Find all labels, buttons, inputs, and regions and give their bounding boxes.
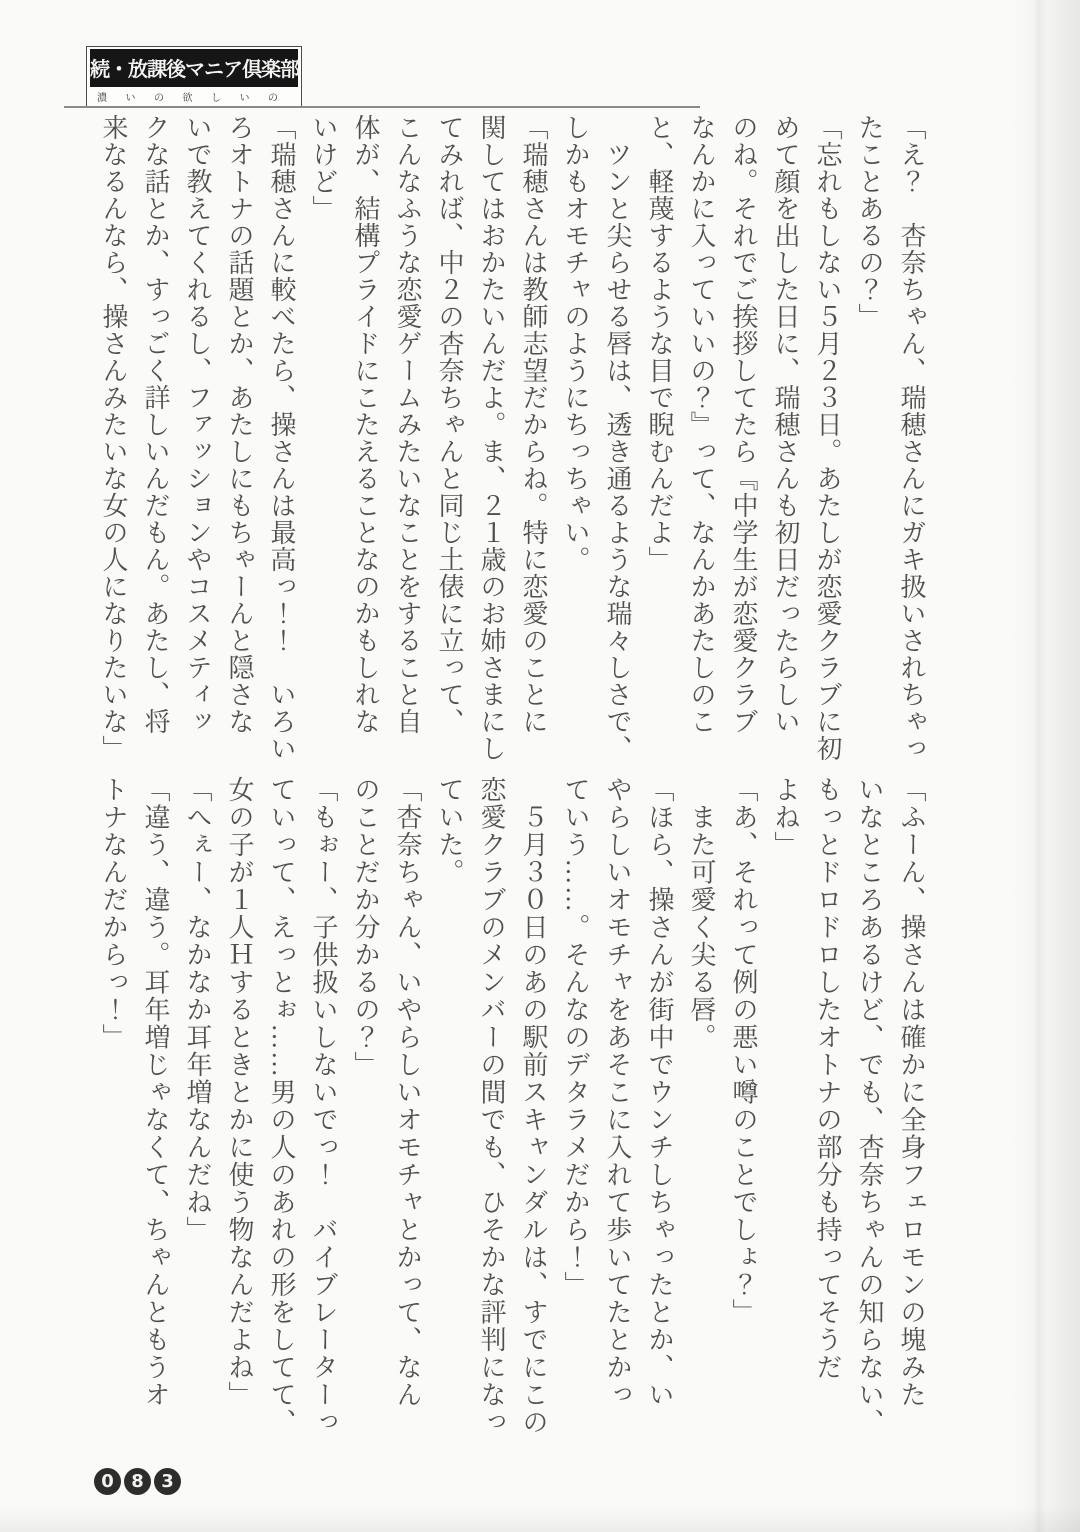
series-title: 続・放課後マニア倶楽部 — [90, 49, 298, 87]
text-column: と、軽蔑するような目で睨むんだよ」 — [645, 114, 674, 573]
text-column: しかもオモチャのようにちっちゃい。 — [561, 114, 590, 573]
text-column: いけど」 — [309, 114, 338, 222]
text-column: 「え？ 杏奈ちゃん、瑞穂さんにガキ扱いされちゃっ — [897, 114, 926, 762]
text-column: のことだか分かるの？」 — [351, 776, 380, 1079]
text-column: よね」 — [771, 776, 800, 859]
header-divider — [64, 106, 700, 108]
text-column: のね。それでご挨拶してたら『中学生が恋愛クラブ — [729, 114, 758, 735]
text-column: 女の子が１人Ｈするときとかに使う物なんだよね」 — [225, 776, 254, 1409]
text-column: いで教えてくれるし、ファッションやコスメティッ — [183, 114, 212, 735]
text-column: てみれば、中２の杏奈ちゃんと同じ土俵に立って、 — [435, 114, 464, 735]
text-column: もっとドロドロしたオトナの部分も持ってそうだ — [813, 776, 842, 1381]
text-column: ５月３０日のあの駅前スキャンダルは、すでにこの — [519, 776, 548, 1436]
text-column: 「ふーん、操さんは確かに全身フェロモンの塊みた — [897, 776, 926, 1409]
page-number — [94, 1468, 181, 1495]
text-column: 「もぉー、子供扱いしないでっ！ バイブレーターっ — [309, 776, 338, 1436]
text-column: なんかに入っていいの？』って、なんかあたしのこ — [687, 114, 716, 735]
text-column: 「瑞穂さんに較べたら、操さんは最高っ！！ いろい — [267, 114, 296, 762]
text-column: ツンと尖らせる唇は、透き通るような瑞々しさで、 — [603, 114, 632, 762]
series-logo — [86, 46, 302, 107]
text-column: たことあるの？」 — [855, 114, 884, 330]
text-column: ていた。 — [435, 776, 464, 886]
text-column: トナなんだからっ！」 — [99, 776, 128, 1051]
text-column: 体が、結構プライドにこたえることなのかもしれな — [351, 114, 380, 735]
text-column: 「ほら、操さんが街中でウンチしちゃったとか、い — [645, 776, 674, 1409]
text-column: 「へぇー、なかなか耳年増なんだね」 — [183, 776, 212, 1244]
page-number-digit: 0 — [94, 1468, 121, 1495]
text-column: やらしいオモチャをあそこに入れて歩いてたとかっ — [603, 776, 632, 1409]
series-subtitle: 濃いの欲しいの — [97, 93, 297, 104]
text-column: 「忘れもしない５月２３日。あたしが恋愛クラブに初 — [813, 114, 842, 762]
page-number-digit: 3 — [154, 1468, 181, 1495]
page-number-digit: 8 — [124, 1468, 151, 1495]
story-text-top-block — [92, 114, 932, 766]
text-column: また可愛く尖る唇。 — [687, 776, 716, 1051]
paper-crease — [1032, 0, 1046, 1532]
text-column: いなところあるけど、でも、杏奈ちゃんの知らない、 — [855, 776, 884, 1436]
text-column: こんなふうな恋愛ゲームみたいなことをすること自 — [393, 114, 422, 735]
text-column: 「瑞穂さんは教師志望だからね。特に恋愛のことに — [519, 114, 548, 735]
text-column: クな話とか、すっごく詳しいんだもん。あたし、将 — [141, 114, 170, 735]
text-column: めて顔を出した日に、瑞穂さんも初日だったらしい — [771, 114, 800, 735]
text-column: ていって、えっとぉ……男の人のあれの形をしてて、 — [267, 776, 296, 1436]
text-column: 恋愛クラブのメンバーの間でも、ひそかな評判になっ — [477, 776, 506, 1436]
text-column: 「違う、違う。耳年増じゃなくて、ちゃんともうオ — [141, 776, 170, 1409]
text-column: 関してはおかたいんだよ。ま、２１歳のお姉さまにし — [477, 114, 506, 762]
story-text-bottom-block — [92, 776, 932, 1442]
text-column: ていう……。そんなのデタラメだから！」 — [561, 776, 590, 1299]
text-column: 「あ、それって例の悪い噂のことでしょ？」 — [729, 776, 758, 1326]
text-column: 来なるんなら、操さんみたいな女の人になりたいな」 — [99, 114, 128, 762]
text-column: ろオトナの話題とか、あたしにもちゃーんと隠さな — [225, 114, 254, 735]
text-column: 「杏奈ちゃん、いやらしいオモチャとかって、なん — [393, 776, 422, 1409]
